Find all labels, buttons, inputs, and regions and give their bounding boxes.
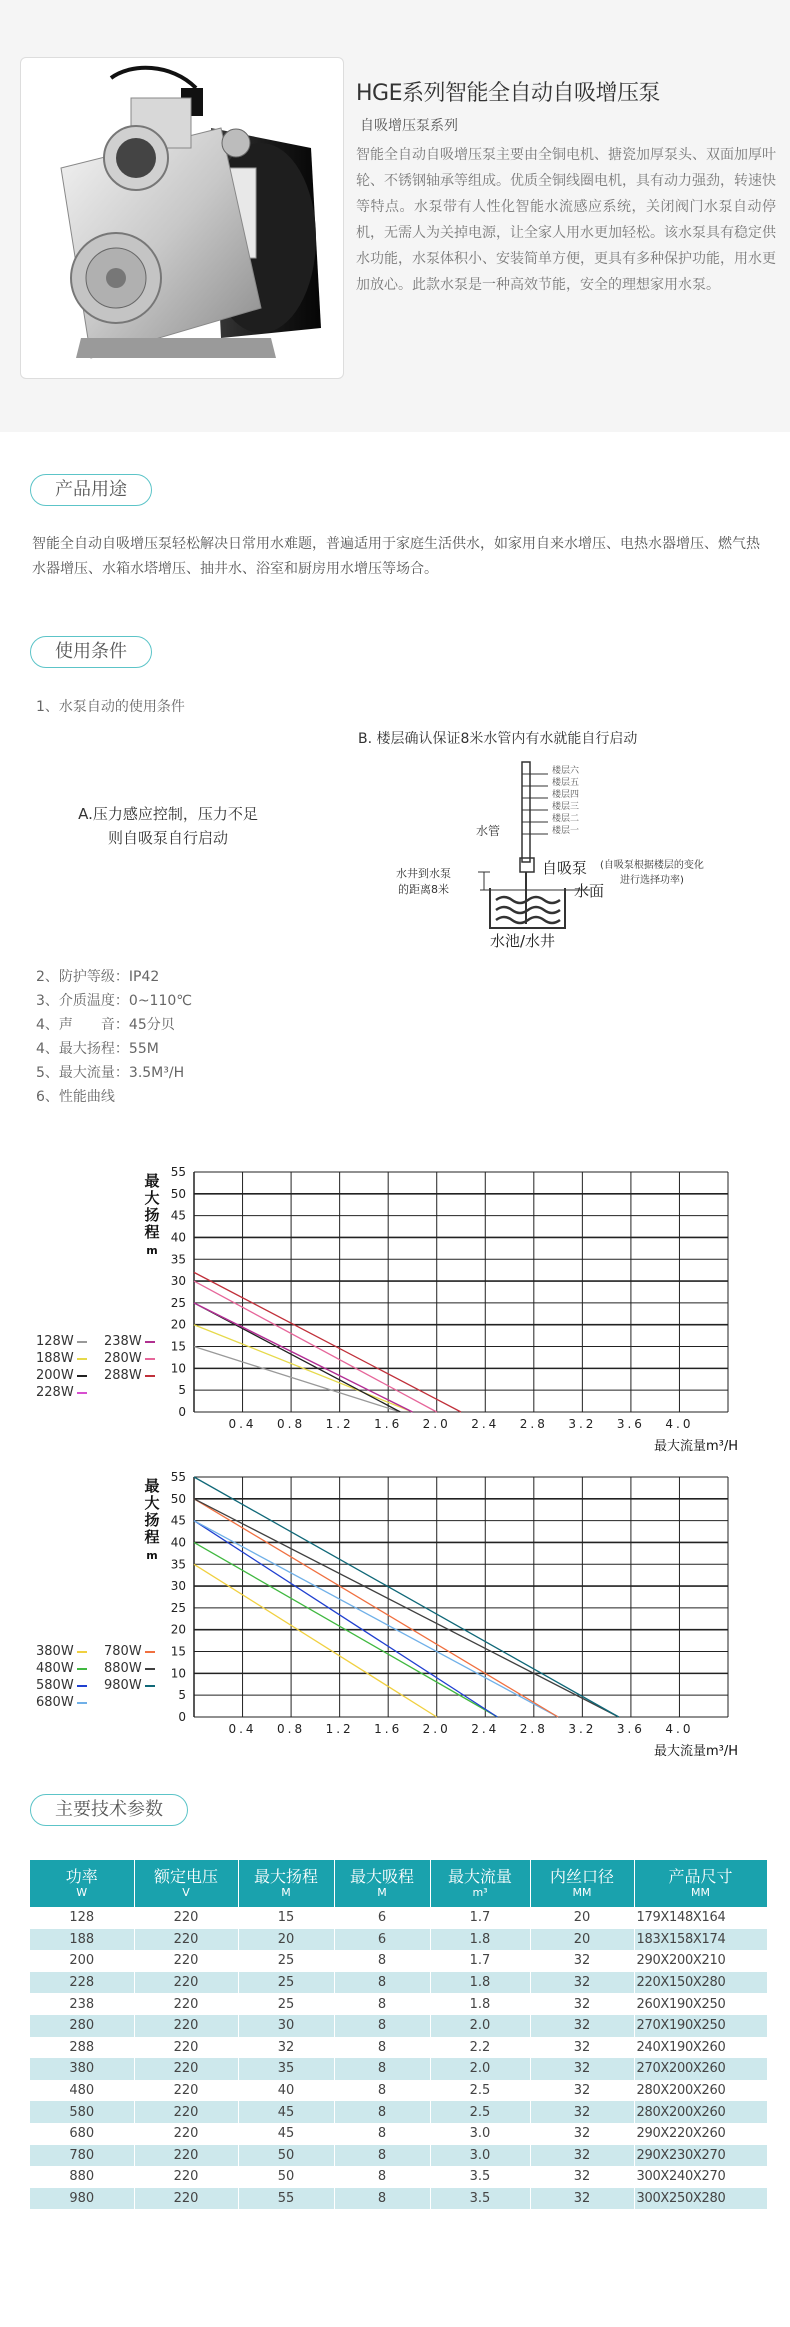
chart-1-xtick: 0.4 [228,1417,257,1431]
product-title: HGE系列智能全自动自吸增压泵 [356,81,660,106]
chart-1-ytick: 50 [170,1186,186,1201]
chart-1-ytick: 15 [170,1339,186,1354]
chart-1-legend-swatch [77,1358,87,1360]
chart-1-legend-label: 238W [104,1334,142,1349]
table-cell: 8 [334,2101,430,2123]
chart-1-series-288W [194,1272,461,1412]
table-row [30,2123,767,2145]
table-cell: 8 [334,2058,430,2080]
table-header-unit: W [76,1885,88,1899]
chart-2-legend-label: 480W [36,1661,74,1676]
table-cell: 2.0 [430,2058,530,2080]
table-cell: 220 [134,2037,238,2059]
condition-item-1: 1、水泵自动的使用条件 [36,699,185,715]
table-cell: 380 [30,2058,134,2080]
table-cell: 50 [238,2145,334,2167]
table-cell: 32 [530,2058,634,2080]
diagram-a-caption: A.压力感应控制，压力不足 则自吸泵自行启动 [78,805,258,847]
chart-2-xtick: 0.4 [228,1722,257,1736]
table-cell: 480 [30,2080,134,2102]
table-row [30,2145,767,2167]
chart-2-xtick: 1.2 [325,1722,354,1736]
table-cell: 220 [134,1993,238,2015]
table-cell: 3.5 [430,2166,530,2188]
chart-2-legend-item [36,1695,104,1710]
table-cell: 25 [238,1950,334,1972]
chart-1-legend-item [36,1368,104,1383]
table-cell: 200 [30,1950,134,1972]
chart-2-ylabel-char: 扬 [144,1511,160,1529]
chart-2-legend-label: 580W [36,1678,74,1693]
table-header-unit: MM [572,1885,592,1899]
chart-2-ytick: 25 [170,1600,186,1615]
chart-2-legend-label: 380W [36,1644,74,1659]
table-cell: 32 [530,2015,634,2037]
usage-text: 智能全自动自吸增压泵轻松解决日常用水难题，普遍适用于家庭生活供水，如家用自来水增压、电热水器增压、燃气热水器增压、水箱水塔增压、抽井水、浴室和厨房用水增压等场合。 [32,536,760,577]
table-row [30,1972,767,1994]
table-cell: 32 [530,2123,634,2145]
chart-2-legend-row [36,1644,172,1661]
chart-1-xtick: 3.6 [616,1417,645,1431]
table-cell: 6 [334,1907,430,1929]
chart-1-legend-label: 228W [36,1385,74,1400]
table-cell: 8 [334,1993,430,2015]
table-cell: 32 [530,2080,634,2102]
table-cell: 32 [530,2188,634,2210]
table-cell: 20 [530,1907,634,1929]
table-cell: 580 [30,2101,134,2123]
table-header-cell [134,1860,238,1907]
chart-2-ylabel-char: 程 [144,1528,160,1546]
section-specs-title: 主要技术参数 [30,1794,188,1826]
table-cell: 1.7 [430,1950,530,1972]
table-header-label: 产品尺寸 [668,1866,733,1886]
chart-2-legend-swatch [145,1668,155,1670]
table-cell: 220 [134,2166,238,2188]
chart-2-ylabel-unit: m [146,1549,158,1562]
chart-2-ylabel-char: 最 [144,1477,160,1495]
chart-1-ylabel-char: 大 [144,1189,160,1207]
product-description: 智能全自动自吸增压泵主要由全铜电机、搪瓷加厚泵头、双面加厚叶轮、不锈钢轴承等组成。优质全铜线圈电机，具有动力强劲，转速快等特点。水泵带有人性化智能水流感应系统，关闭阀门水泵自动停机，无需人为关掉电源，让全家人用水更加轻松。该水泵具有稳定供水功能，水泵体积小、安装简单方便，更具有多种保护功能，用水更加放心。此款水泵是一种高效节能，安全的理想家用水泵。 [356,147,776,293]
table-row [30,2058,767,2080]
table-cell: 8 [334,1972,430,1994]
chart-1-legend-swatch [145,1375,155,1377]
chart-2-legend-row [36,1695,172,1712]
chart-1-ytick: 45 [170,1208,186,1223]
chart-1-ytick: 25 [170,1295,186,1310]
chart-2-series-680W [194,1521,558,1717]
chart-1-ytick: 20 [170,1317,186,1332]
chart-2-legend-swatch [145,1651,155,1653]
table-cell: 260X190X250 [634,1993,767,2015]
floor-two-label: 楼层二 [552,814,580,824]
chart-2-legend-item [104,1678,172,1693]
table-header-cell [238,1860,334,1907]
table-cell: 8 [334,2123,430,2145]
table-cell: 20 [238,1929,334,1951]
table-cell: 8 [334,2037,430,2059]
table-header-label: 最大流量 [447,1866,512,1886]
chart-1-legend [36,1334,172,1402]
chart-2-ytick: 40 [170,1535,186,1550]
table-cell: 8 [334,2080,430,2102]
table-cell: 270X190X250 [634,2015,767,2037]
table-cell: 188 [30,1929,134,1951]
chart-1-legend-label: 188W [36,1351,74,1366]
water-pipe-label: 水管 [476,824,501,838]
table-cell: 238 [30,1993,134,2015]
chart-1-ylabel-char: 程 [144,1223,160,1241]
chart-2-ytick: 30 [170,1579,186,1594]
chart-2-xtick: 2.8 [519,1722,548,1736]
chart-1-legend-label: 288W [104,1368,142,1383]
chart-2-ytick: 15 [170,1644,186,1659]
table-header-cell [430,1860,530,1907]
table-cell: 8 [334,2015,430,2037]
table-cell: 8 [334,1950,430,1972]
floor-six-label: 楼层六 [552,766,580,776]
table-cell: 300X250X280 [634,2188,767,2210]
chart-1-legend-swatch [145,1358,155,1360]
specs-table [30,1860,768,2209]
table-cell: 32 [530,2166,634,2188]
chart-1-ylabel-char: 最 [144,1172,160,1190]
table-cell: 220 [134,2015,238,2037]
table-cell: 32 [530,1950,634,1972]
table-cell: 220 [134,2188,238,2210]
floor-three-label: 楼层三 [552,802,580,812]
table-cell: 220 [134,1907,238,1929]
table-cell: 40 [238,2080,334,2102]
chart-2-legend-row [36,1661,172,1678]
table-cell: 45 [238,2123,334,2145]
table-cell: 220 [134,1929,238,1951]
table-row [30,2101,767,2123]
table-cell: 780 [30,2145,134,2167]
table-cell: 270X200X260 [634,2058,767,2080]
table-header-unit: M [377,1885,387,1899]
chart-1-legend-item [104,1368,172,1383]
chart-1-legend-item [36,1334,104,1349]
chart-2-legend-swatch [145,1685,155,1687]
chart-1-legend-swatch [77,1392,87,1394]
table-cell: 2.2 [430,2037,530,2059]
table-cell: 32 [530,2101,634,2123]
table-cell: 1.8 [430,1993,530,2015]
table-cell: 20 [530,1929,634,1951]
chart-2-xtick: 3.2 [568,1722,597,1736]
table-cell: 3.0 [430,2123,530,2145]
table-cell: 8 [334,2188,430,2210]
table-cell: 55 [238,2188,334,2210]
floor-one-label: 楼层一 [552,826,580,836]
table-row [30,2015,767,2037]
table-cell: 25 [238,1993,334,2015]
chart-2-ytick: 5 [178,1688,186,1703]
chart-1-legend-row [36,1385,172,1402]
chart-2-legend-label: 980W [104,1678,142,1693]
table-cell: 3.0 [430,2145,530,2167]
table-header-row [30,1860,767,1907]
table-cell: 880 [30,2166,134,2188]
chart-2-legend-item [36,1661,104,1676]
table-cell: 15 [238,1907,334,1929]
table-cell: 280X200X260 [634,2080,767,2102]
table-cell: 288 [30,2037,134,2059]
table-cell: 220 [134,2101,238,2123]
chart-2-ytick: 0 [178,1710,186,1724]
chart-1-xtick: 1.6 [374,1417,403,1431]
condition-item-5: 4、最大扬程：55M [36,1041,159,1057]
condition-item-3: 3、介质温度：0~110℃ [36,993,192,1009]
condition-item-2: 2、防护等级：IP42 [36,969,160,985]
chart-1-ytick: 30 [170,1274,186,1289]
diagram-b-title: B. 楼层确认保证8米水管内有水就能自行启动 [358,731,638,747]
chart-2-ytick: 10 [170,1666,186,1681]
chart-2-legend-swatch [77,1651,87,1653]
chart-2-xtick: 0.8 [277,1722,306,1736]
chart-1-legend-item [104,1334,172,1349]
floor-four-label: 楼层四 [552,790,580,800]
table-cell: 8 [334,2166,430,2188]
table-cell: 300X240X270 [634,2166,767,2188]
table-cell: 280X200X260 [634,2101,767,2123]
table-cell: 680 [30,2123,134,2145]
chart-1-ylabel-char: 扬 [144,1206,160,1224]
table-row [30,2037,767,2059]
chart-2-ytick: 50 [170,1491,186,1506]
chart-1-legend-item [36,1351,104,1366]
chart-2-ylabel-char: 大 [144,1494,160,1512]
table-row [30,2080,767,2102]
table-cell: 220 [134,2058,238,2080]
table-cell: 30 [238,2015,334,2037]
table-cell: 32 [530,1972,634,1994]
chart-2-legend-item [104,1644,172,1659]
chart-1-legend-swatch [77,1341,87,1343]
table-cell: 6 [334,1929,430,1951]
chart-2-legend-item [36,1644,104,1659]
chart-2-xlabel: 最大流量m³/H [653,1744,738,1759]
floor-five-label: 楼层五 [552,778,580,788]
chart-1-xtick: 4.0 [665,1417,694,1431]
table-cell: 25 [238,1972,334,1994]
table-cell: 980 [30,2188,134,2210]
chart-2-series-380W [194,1564,437,1717]
chart-1-xlabel: 最大流量m³/H [653,1439,738,1454]
pump-illustration [21,58,343,378]
table-cell: 128 [30,1907,134,1929]
chart-1-legend-item [36,1385,104,1400]
chart-2-series-580W [194,1521,497,1717]
chart-2-legend-label: 680W [36,1695,74,1710]
chart-2-xtick: 3.6 [616,1722,645,1736]
table-cell: 228 [30,1972,134,1994]
chart-2-series-980W [194,1477,619,1717]
table-cell: 290X220X260 [634,2123,767,2145]
table-cell: 220 [134,2080,238,2102]
table-row [30,1993,767,2015]
table-cell: 2.0 [430,2015,530,2037]
chart-2-xtick: 1.6 [374,1722,403,1736]
table-cell: 2.5 [430,2080,530,2102]
table-cell: 290X230X270 [634,2145,767,2167]
chart-1-legend-swatch [145,1341,155,1343]
chart-1-xtick: 2.4 [471,1417,500,1431]
chart-2-legend-label: 780W [104,1644,142,1659]
chart-1-ytick: 35 [170,1252,186,1267]
table-body [30,1907,767,2209]
table-row [30,1907,767,1929]
chart-2-xtick: 2.4 [471,1722,500,1736]
pump-note: (自吸泵根据楼层的变化 进行选择功率) [600,860,704,886]
chart-2-ytick: 55 [170,1470,186,1484]
chart-2-ytick: 20 [170,1622,186,1637]
table-cell: 32 [530,1993,634,2015]
table-cell: 220 [134,2145,238,2167]
table-cell: 1.8 [430,1929,530,1951]
chart-1-ytick: 10 [170,1361,186,1376]
chart-1-legend-swatch [77,1375,87,1377]
table-cell: 280 [30,2015,134,2037]
chart-2-legend-swatch [77,1668,87,1670]
chart-2-legend-item [36,1678,104,1693]
table-cell: 2.5 [430,2101,530,2123]
table-cell: 290X200X210 [634,1950,767,1972]
pool-label: 水池/水井 [490,932,556,950]
table-header-cell [634,1860,767,1907]
table-row [30,2166,767,2188]
table-cell: 35 [238,2058,334,2080]
table-cell: 32 [530,2145,634,2167]
table-header-label: 内丝口径 [549,1866,614,1886]
chart-1-xtick: 2.0 [422,1417,451,1431]
chart-2-legend-swatch [77,1702,87,1704]
table-cell: 220 [134,1950,238,1972]
chart-1-legend-label: 200W [36,1368,74,1383]
chart-1-xtick: 3.2 [568,1417,597,1431]
chart-2-legend [36,1644,172,1712]
table-cell: 1.8 [430,1972,530,1994]
chart-1-legend-label: 280W [104,1351,142,1366]
water-surface-label: 水面 [574,882,605,900]
distance-label: 水井到水泵 的距离8米 [396,867,451,896]
chart-2-legend-row [36,1678,172,1695]
chart-1-legend-row [36,1334,172,1351]
table-cell: 50 [238,2166,334,2188]
product-image [20,57,344,379]
chart-2-legend-swatch [77,1685,87,1687]
table-header-unit: M [281,1885,291,1899]
table-header-cell [530,1860,634,1907]
table-header-cell [334,1860,430,1907]
chart-1-xtick: 0.8 [277,1417,306,1431]
condition-item-4: 4、声 音：45分贝 [36,1017,175,1033]
table-header-label: 最大扬程 [253,1866,318,1886]
chart-1-legend-label: 128W [36,1334,74,1349]
table-cell: 32 [238,2037,334,2059]
table-cell: 220X150X280 [634,1972,767,1994]
table-row [30,1950,767,1972]
table-header-unit: V [182,1885,190,1899]
table-cell: 1.7 [430,1907,530,1929]
table-cell: 3.5 [430,2188,530,2210]
table-cell: 220 [134,2123,238,2145]
chart-2-legend-item [104,1661,172,1676]
section-usage-title: 产品用途 [30,474,152,506]
chart-1-xtick: 1.2 [325,1417,354,1431]
table-cell: 179X148X164 [634,1907,767,1929]
pump-label: 自吸泵 [542,859,588,877]
table-cell: 240X190X260 [634,2037,767,2059]
section-conditions-title: 使用条件 [30,636,152,668]
table-header-unit: m³ [472,1885,488,1899]
table-row [30,2188,767,2210]
chart-2-legend-label: 880W [104,1661,142,1676]
chart-1-ytick: 0 [178,1405,186,1419]
chart-1-series-200W [194,1303,400,1412]
table-cell: 183X158X174 [634,1929,767,1951]
chart-1-ytick: 55 [170,1165,186,1179]
chart-1-legend-row [36,1368,172,1385]
condition-item-7: 6、性能曲线 [36,1089,115,1105]
chart-1-legend-row [36,1351,172,1368]
floor-diagram [340,728,760,958]
chart-1-ylabel-unit: m [146,1244,158,1257]
table-row [30,1929,767,1951]
chart-1-legend-item [104,1351,172,1366]
table-header-label: 最大吸程 [349,1866,414,1886]
chart-2-xtick: 4.0 [665,1722,694,1736]
condition-item-6: 5、最大流量：3.5M³/H [36,1065,185,1081]
chart-2-xtick: 2.0 [422,1722,451,1736]
table-cell: 220 [134,1972,238,1994]
table-header-label: 额定电压 [153,1866,218,1886]
chart-1-xtick: 2.8 [519,1417,548,1431]
table-cell: 8 [334,2145,430,2167]
table-header-cell [30,1860,134,1907]
chart-2-ytick: 35 [170,1557,186,1572]
product-series: 自吸增压泵系列 [360,118,458,134]
chart-1-series-128W [194,1347,400,1412]
table-cell: 32 [530,2037,634,2059]
table-header-label: 功率 [65,1866,98,1886]
table-cell: 45 [238,2101,334,2123]
table-header-unit: MM [691,1885,710,1899]
chart-1-ytick: 5 [178,1383,186,1398]
chart-2-ytick: 45 [170,1513,186,1528]
chart-1-ytick: 40 [170,1230,186,1245]
